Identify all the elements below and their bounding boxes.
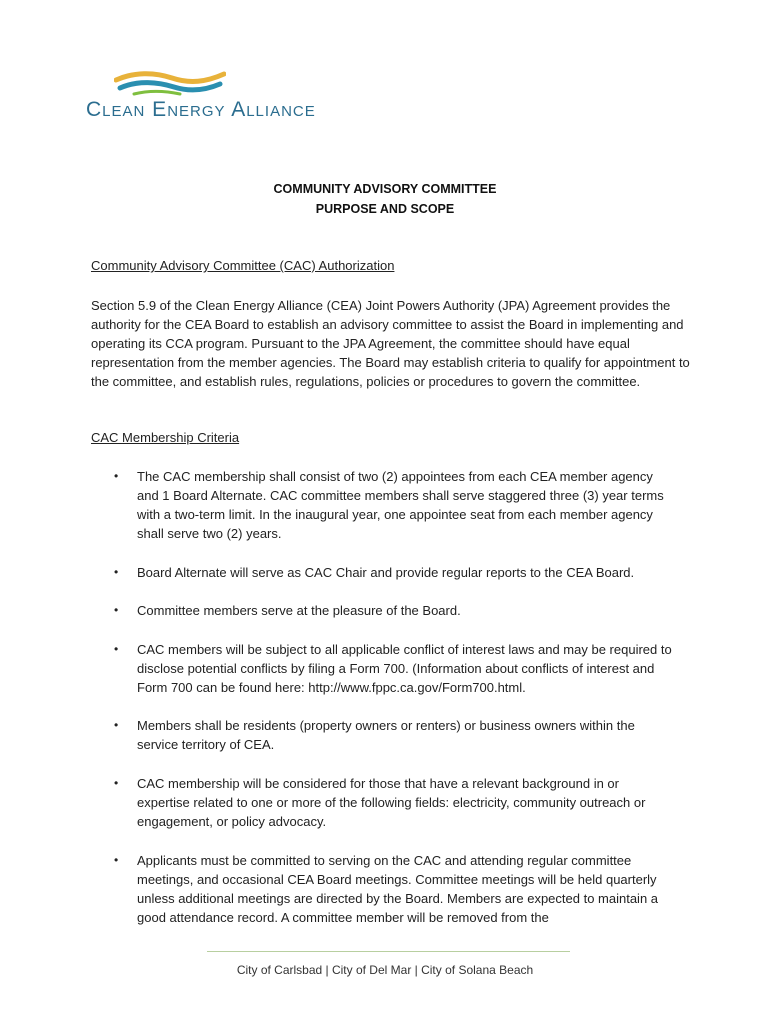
list-item <box>114 640 674 697</box>
list-item <box>114 601 674 620</box>
list-item <box>114 467 674 543</box>
footer-text: City of Carlsbad | City of Del Mar | City of Solana Beach <box>236 963 534 977</box>
list-item <box>114 716 674 754</box>
logo-wave-icon <box>114 70 226 98</box>
list-item-text: Board Alternate will serve as CAC Chair and provide regular reports to the CEA Board. <box>137 565 635 580</box>
list-item-text: CAC membership will be considered for those that have a relevant background in or expertise related to one or more of the following fields: electricity, community outreach or engagement, or policy advocacy. <box>137 776 646 829</box>
bullet-icon: • <box>114 642 119 656</box>
bullet-icon: • <box>114 853 119 867</box>
bullet-icon: • <box>114 603 119 617</box>
list-item-text: Applicants must be committed to serving on the CAC and attending regular committee meetings, and occasional CEA Board meetings. Committee meetings will be held quarterly unless additional meetings are directed by the Board. Members are expected to maintain a good attendance record. A committee member will be removed from the <box>137 853 659 925</box>
logo-text: Clean Energy Alliance <box>86 98 316 121</box>
section-title-authorization: Community Advisory Committee (CAC) Authorization <box>91 258 395 273</box>
list-item <box>114 774 674 831</box>
list-item <box>114 851 674 927</box>
document-title: COMMUNITY ADVISORY COMMITTEE <box>273 182 497 196</box>
bullet-icon: • <box>114 469 119 483</box>
document-subtitle: PURPOSE AND SCOPE <box>315 202 455 216</box>
bullet-icon: • <box>114 718 119 732</box>
section-title-membership: CAC Membership Criteria <box>91 430 240 445</box>
list-item-text: CAC members will be subject to all applicable conflict of interest laws and may be required to disclose potential conflicts by filing a Form 700. (Information about conflicts of interest and Form 700 can be found here: http://www.fppc.ca.gov/Form700.html. <box>137 642 672 695</box>
bullet-icon: • <box>114 776 119 790</box>
list-item <box>114 563 674 582</box>
footer-divider <box>207 951 570 952</box>
section-body-authorization: Section 5.9 of the Clean Energy Alliance (CEA) Joint Powers Authority (JPA) Agreement provides the authority for the CEA Board to establish an advisory committee to assist the Board in implementing and operating its CCA program. Pursuant to the JPA Agreement, the committee should have equal representation from the member agencies. The Board may establish criteria to qualify for appointment to the committee, and establish rules, regulations, policies or procedures to govern the committee. <box>91 298 690 389</box>
bullet-icon: • <box>114 565 119 579</box>
clean-energy-alliance-logo <box>84 66 384 126</box>
list-item-text: Members shall be residents (property owners or renters) or business owners within the service territory of CEA. <box>137 718 635 752</box>
list-item-text: Committee members serve at the pleasure of the Board. <box>137 603 461 618</box>
list-item-text: The CAC membership shall consist of two (2) appointees from each CEA member agency and 1 Board Alternate. CAC committee members shall serve staggered three (3) year terms with a two-term limit. In the inaugural year, one appointee seat from each member agency shall serve two (2) years. <box>137 469 664 541</box>
